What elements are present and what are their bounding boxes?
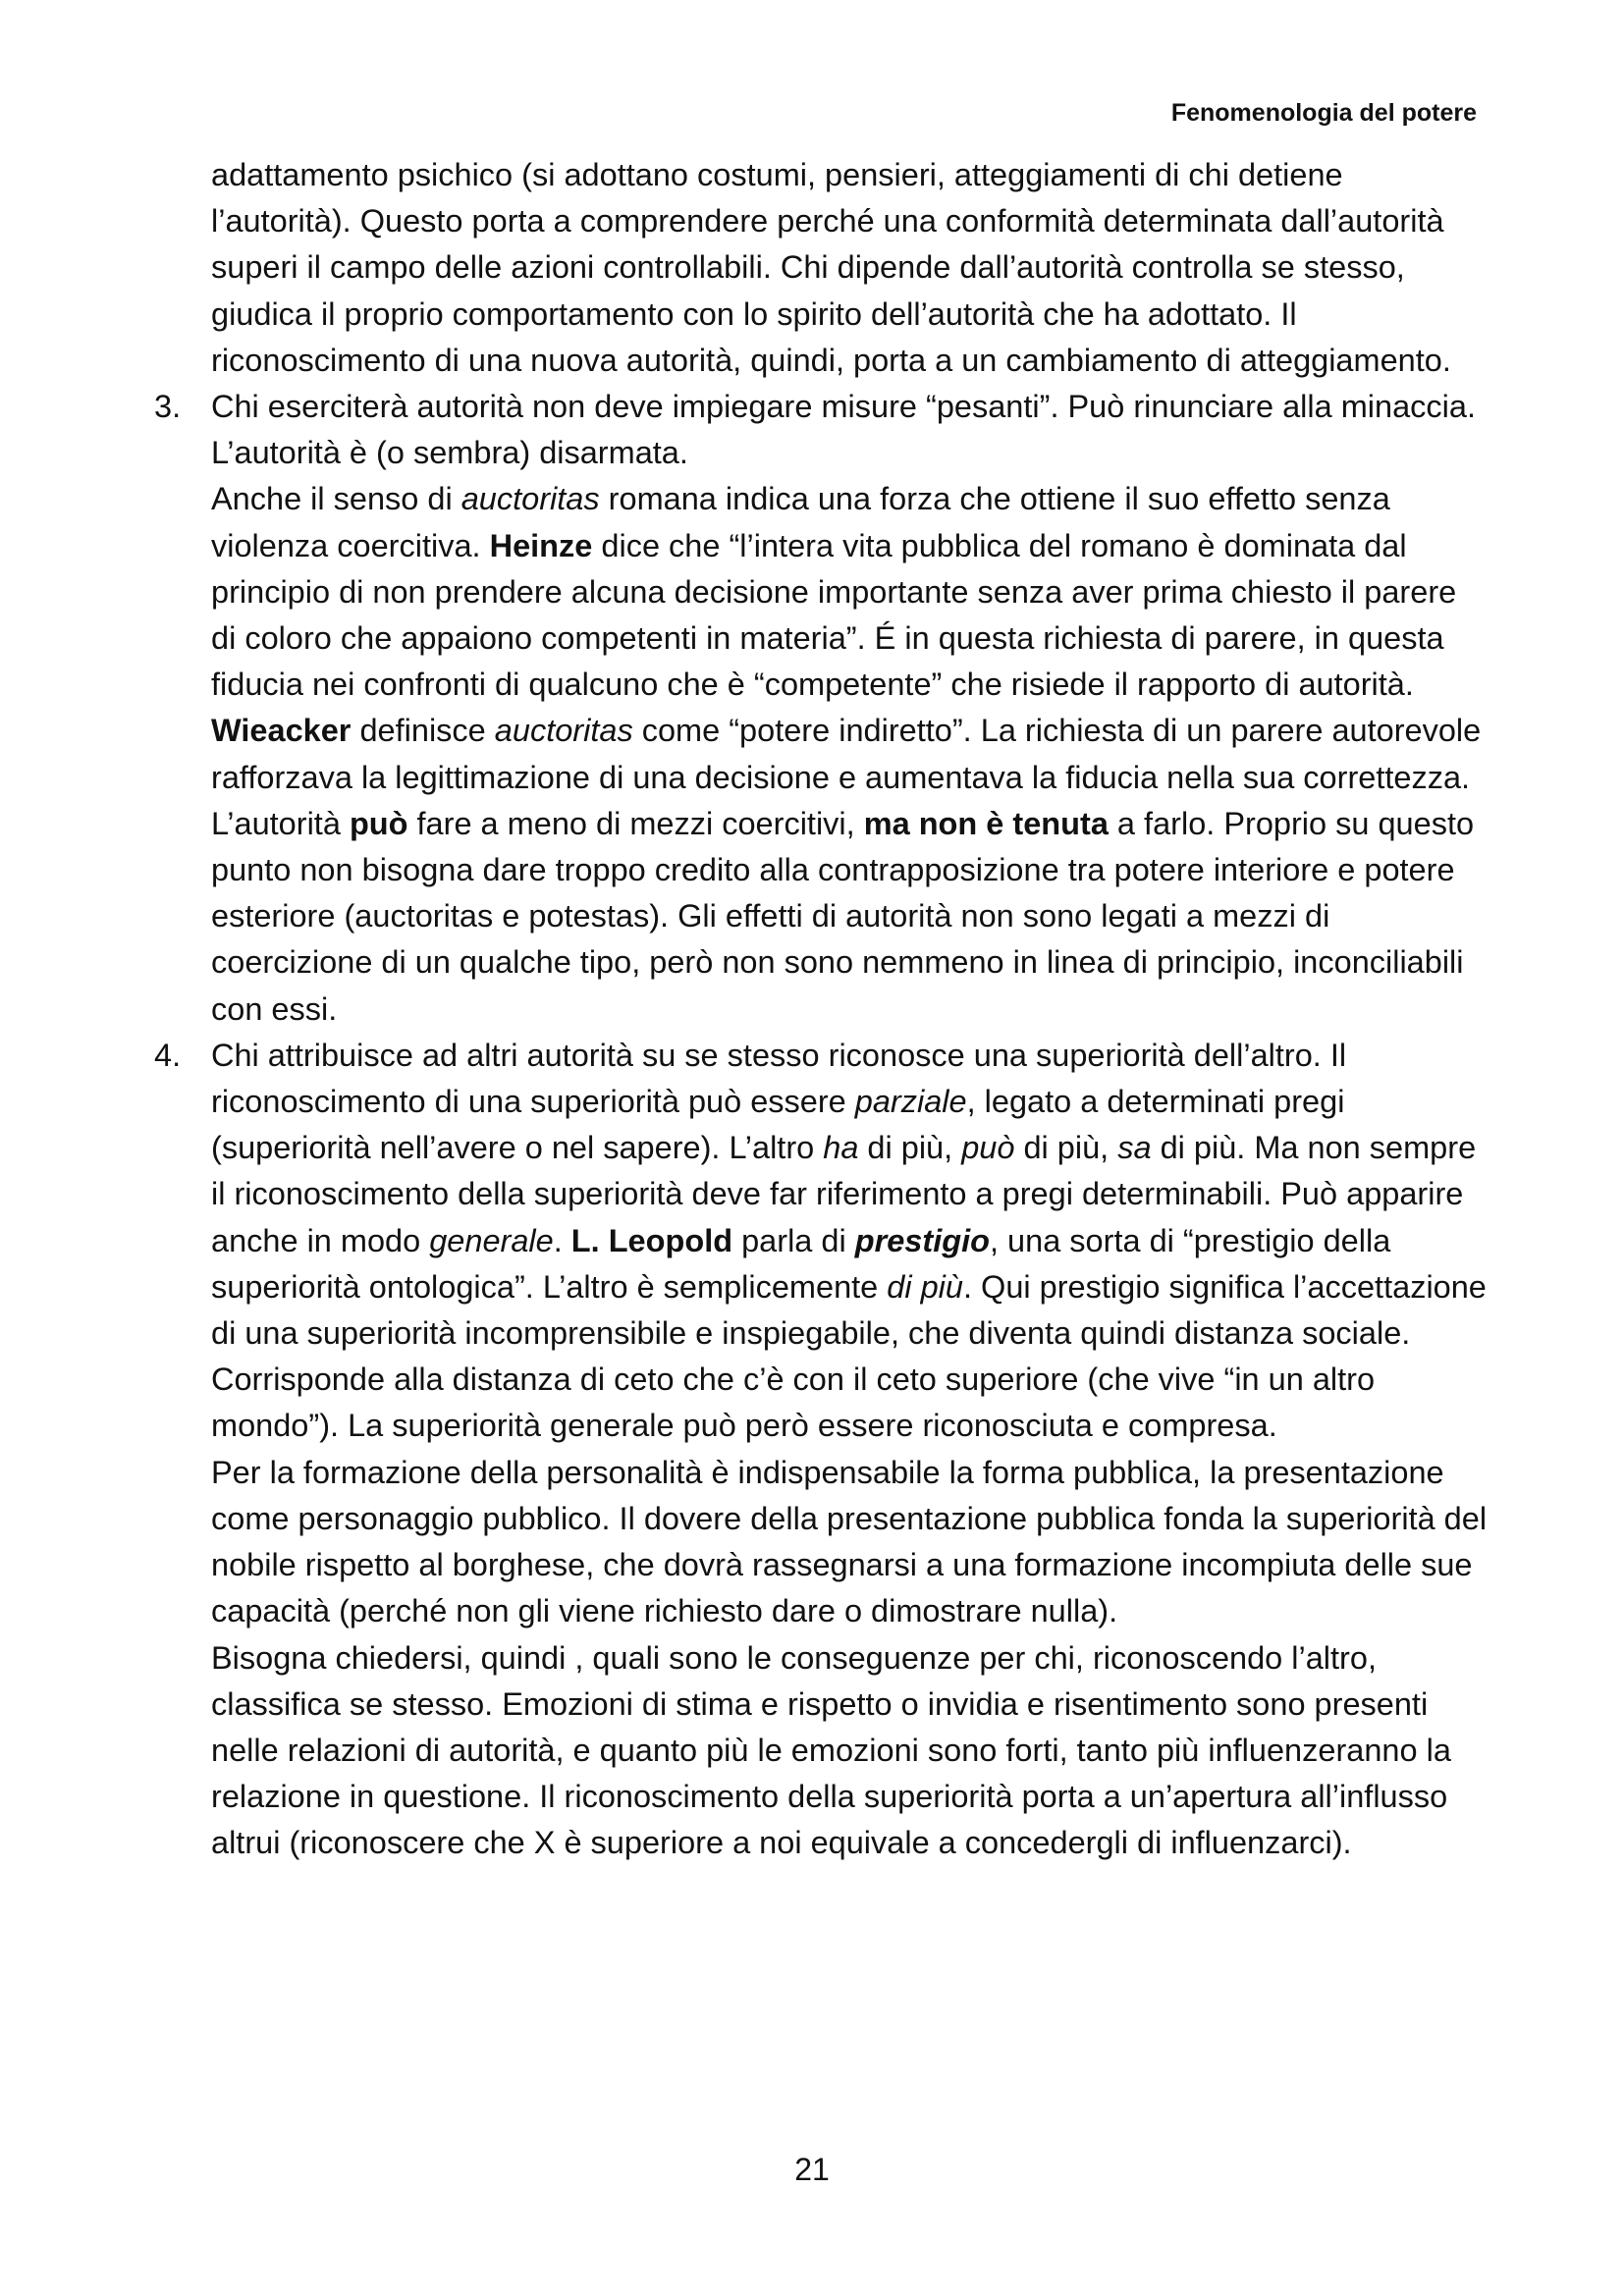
italic-term: di più xyxy=(887,1268,963,1305)
text-run: . Qui prestigio significa l’accettazione di una superiorità incomprensibile e inspiegabile, che diventa quindi distanza sociale. Corrisponde alla distanza di ceto che c’è con il ceto superiore (che vive “in un altro mondo”). La superiorità generale può però essere riconosciuta e compresa. xyxy=(211,1268,1487,1444)
list-item-4 xyxy=(154,1033,1488,1450)
running-header: Fenomenologia del potere xyxy=(1170,99,1477,127)
list-item-text: Chi eserciterà autorità non deve impiegare misure “pesanti”. Può rinunciare alla minaccia. L’autorità è (o sembra) disarmata. xyxy=(211,389,1476,471)
text-run: parla di xyxy=(732,1222,855,1258)
text-run: di più, xyxy=(1014,1130,1118,1166)
text-run: L’autorità xyxy=(211,805,350,841)
text-run: . xyxy=(553,1222,571,1258)
text-run: dice che “l’intera vita pubblica del romano è dominata dal principio di non prendere alcuna decisione importante senza aver prima chiesto il parere di coloro che appaiono competenti in materia”. É in questa richiesta di parere, in questa fiducia nei confronti di qualcuno che è “competente” che risiede il rapporto di autorità. xyxy=(211,527,1457,703)
page-number: 21 xyxy=(794,2152,830,2187)
bold-term: può xyxy=(349,805,408,841)
author-name: Heinze xyxy=(489,527,593,563)
body-text xyxy=(154,152,1488,1867)
author-name: L. Leopold xyxy=(570,1222,733,1258)
text-run: romana indica una forza che ottiene il suo effetto senza violenza coercitiva. xyxy=(211,481,1390,563)
italic-term: auctoritas xyxy=(494,713,633,749)
text-run: , una sorta di “prestigio della superiorità ontologica”. L’altro è semplicemente xyxy=(211,1222,1391,1305)
italic-term: sa xyxy=(1117,1130,1152,1166)
paragraph-personality: Per la formazione della personalità è indispensabile la forma pubblica, la presentazione come personaggio pubblico. Il dovere della presentazione pubblica fonda la superiorità del nobile rispetto al borghese, che dovrà rassegnarsi a una formazione incompiuta delle sue capacità (perché non gli viene richiesto dare o dimostrare nulla). xyxy=(211,1454,1488,1629)
text-run: definisce xyxy=(351,713,495,749)
text-run: Chi attribuisce ad altri autorità su se stesso riconosce una superiorità dell’altro. Il riconoscimento di una superiorità può essere xyxy=(211,1037,1347,1120)
paragraph-continuation: adattamento psichico (si adottano costumi, pensieri, atteggiamenti di chi detiene l’autorità). Questo porta a comprendere perché una conformità determinata dall’autorità superi il campo delle azioni controllabili. Chi dipende dall’autorità controlla se stesso, giudica il proprio comportamento con lo spirito dell’autorità che ha adottato. Il riconoscimento di una nuova autorità, quindi, porta a un cambiamento di atteggiamento. xyxy=(211,157,1451,378)
paragraph-auctoritas xyxy=(211,476,1488,800)
italic-term: auctoritas xyxy=(460,481,600,517)
italic-term: ha xyxy=(823,1130,859,1166)
list-number: 4. xyxy=(154,1037,182,1073)
text-run: di più. Ma non sempre il riconoscimento della superiorità deve far riferimento a pregi determinabili. Può apparire anche in modo xyxy=(211,1130,1477,1258)
list-item-text xyxy=(211,1033,1488,1450)
author-name: Wieacker xyxy=(211,713,352,749)
text-run: fare a meno di mezzi coercitivi, xyxy=(407,805,864,841)
text-run: a farlo. Proprio su questo punto non bisogna dare troppo credito alla contrapposizione tra potere interiore e potere esteriore (auctoritas e potestas). Gli effetti di autorità non sono legati a mezzi di coercizione di un qualche tipo, però non sono nemmeno in linea di principio, inconciliabili con essi. xyxy=(211,805,1475,1027)
bold-italic-inner: prestigio xyxy=(854,1222,990,1258)
bold-italic-term xyxy=(855,1223,990,1258)
text-run: come “potere indiretto”. La richiesta di un parere autorevole rafforzava la legittimazione di una decisione e aumentava la fiducia nella sua correttezza. xyxy=(211,713,1482,795)
paragraph-consequences: Bisogna chiedersi, quindi , quali sono le conseguenze per chi, riconoscendo l’altro, classifica se stesso. Emozioni di stima e rispetto o invidia e risentimento sono presenti nelle relazioni di autorità, e quanto più le emozioni sono forti, tanto più influenzeranno la relazione in questione. Il riconoscimento della superiorità porta a un’apertura all’influsso altrui (riconoscere che X è superiore a noi equivale a concedergli di influenzarci). xyxy=(211,1639,1451,1861)
list-number: 3. xyxy=(154,389,182,425)
text-run: Anche il senso di xyxy=(211,481,461,517)
italic-term: generale xyxy=(429,1222,554,1258)
italic-term: può xyxy=(961,1130,1015,1166)
bold-term: ma non è tenuta xyxy=(863,805,1109,841)
paragraph-coercion xyxy=(211,801,1488,1033)
text-run: , legato a determinati pregi (superiorità nell’avere o nel sapere). L’altro xyxy=(211,1084,1345,1166)
italic-term: parziale xyxy=(854,1084,967,1120)
list-item-3 xyxy=(154,384,1488,476)
text-run: di più, xyxy=(858,1130,962,1166)
